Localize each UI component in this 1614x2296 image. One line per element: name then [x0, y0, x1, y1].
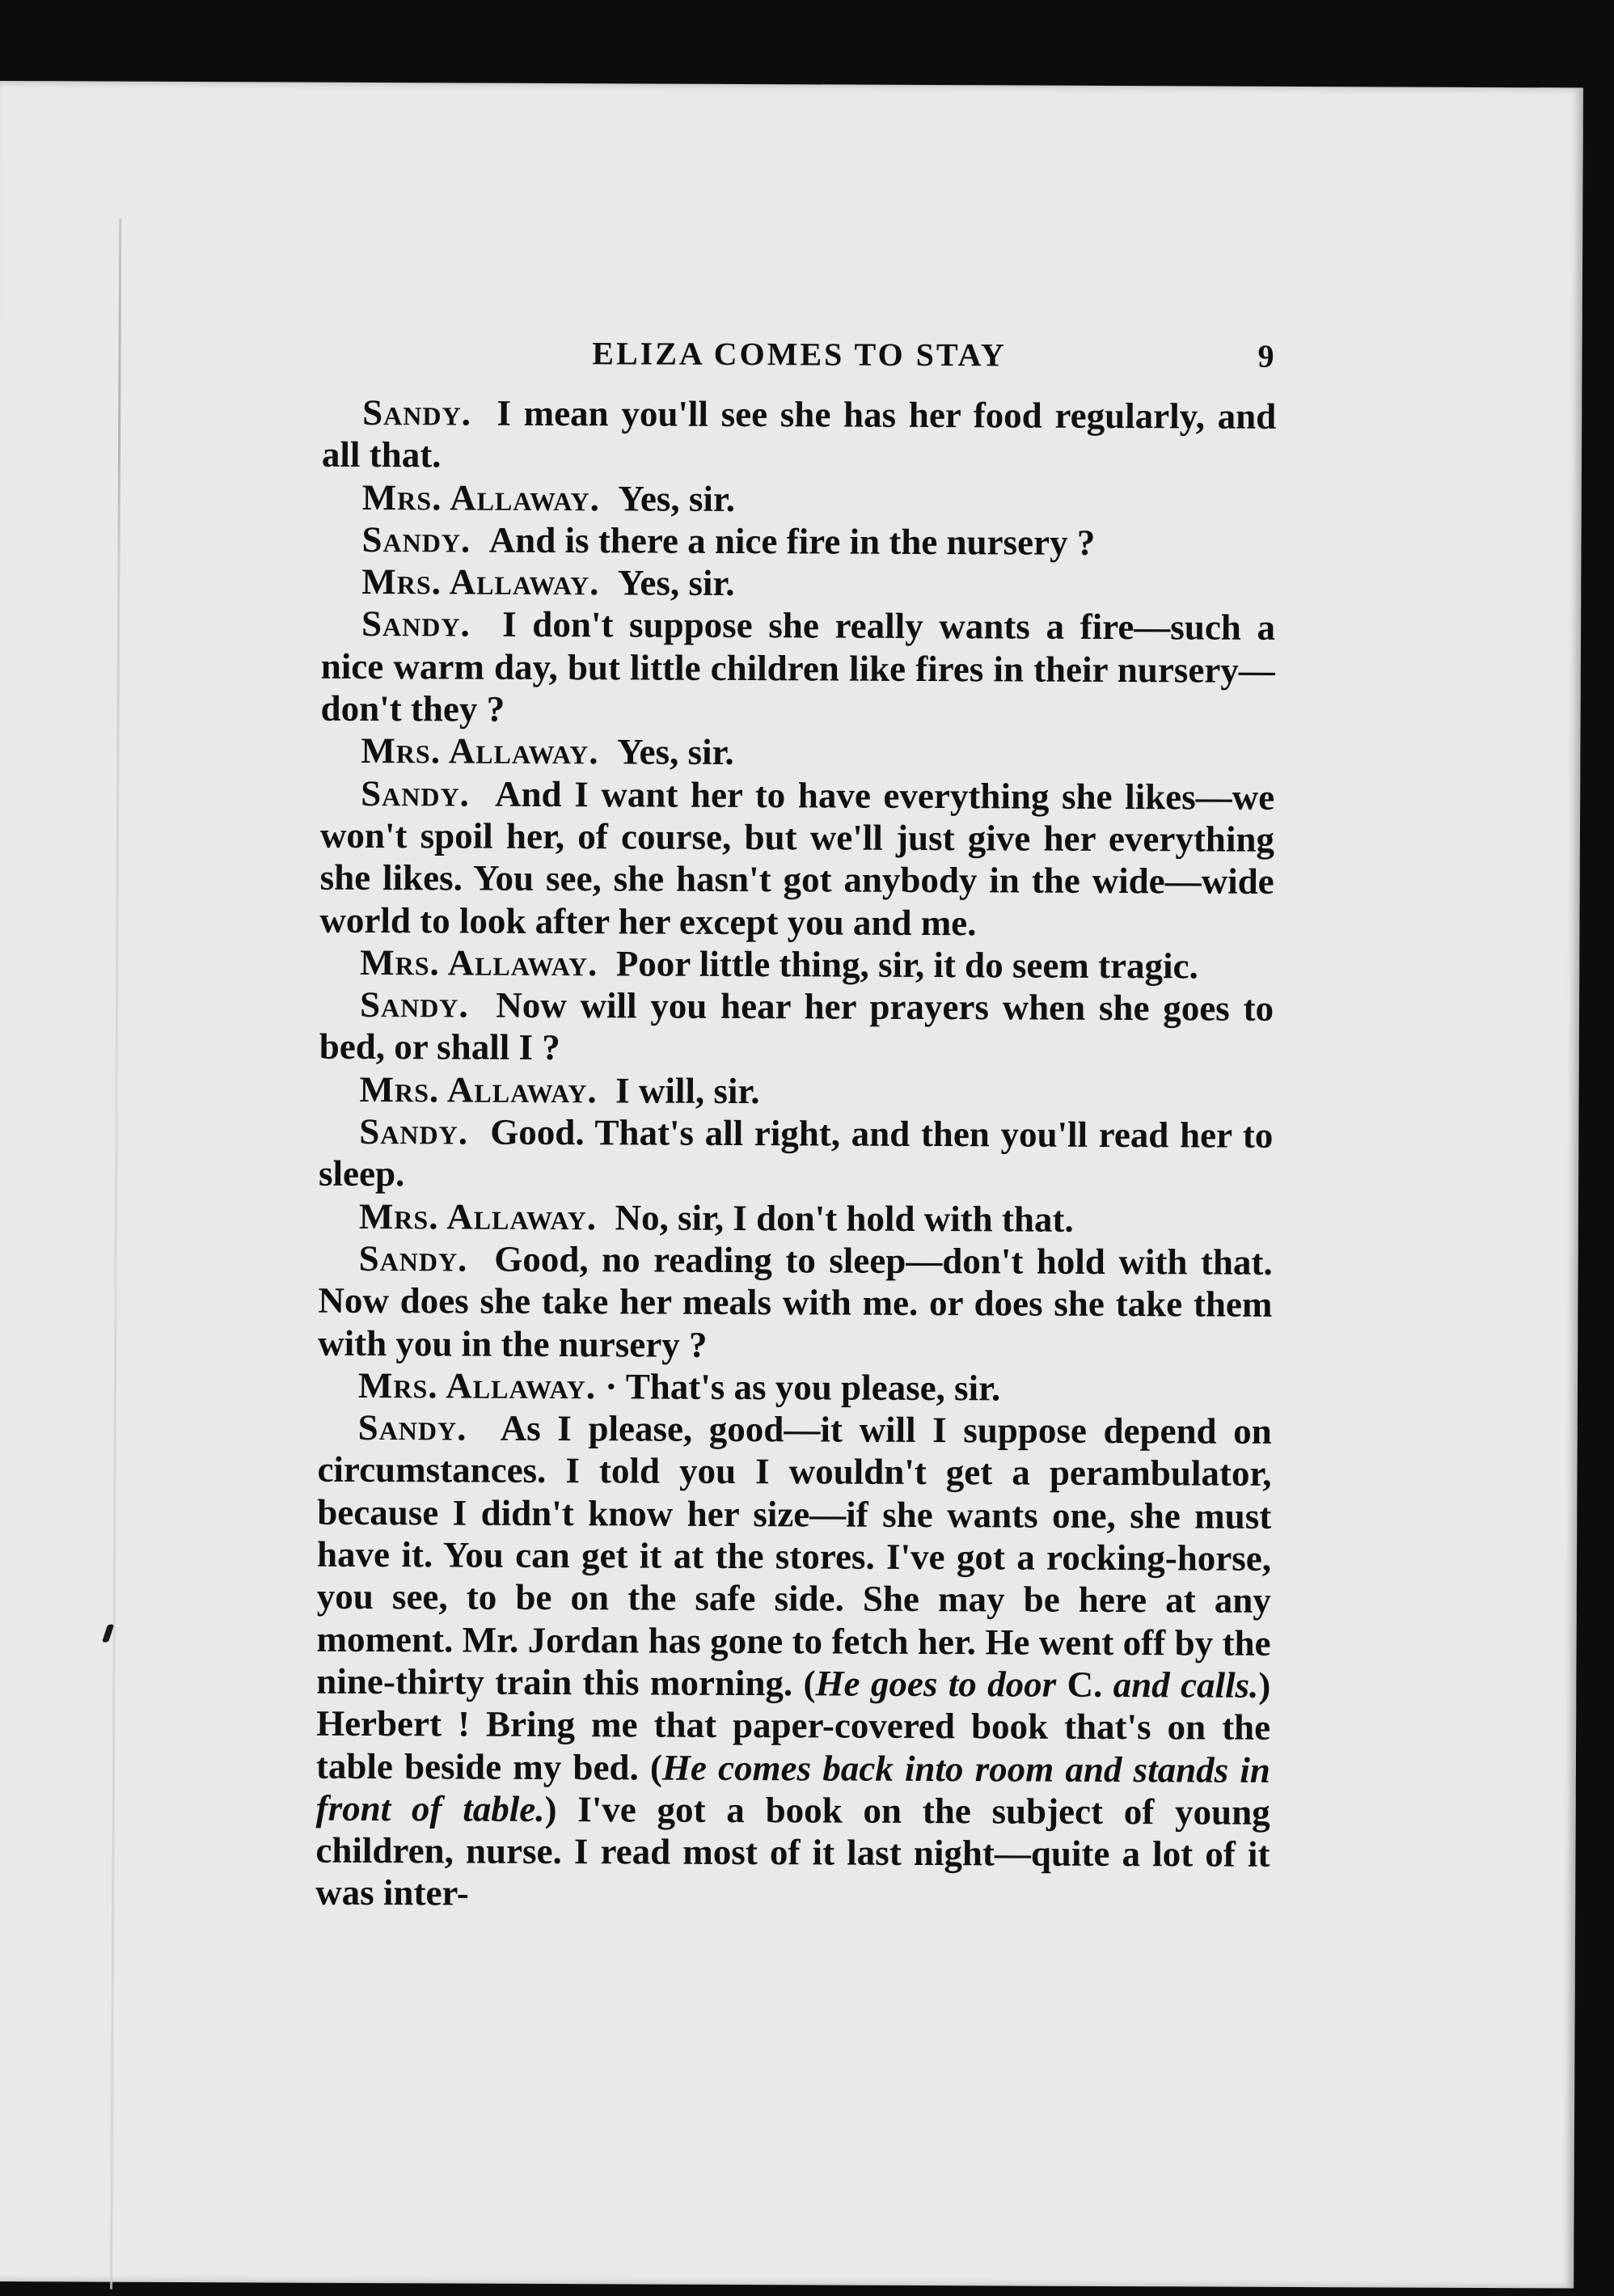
speaker-name: Sandy. — [361, 518, 471, 560]
dialogue-line — [319, 1110, 1273, 1199]
dialogue-line — [322, 476, 1276, 522]
line-text: Yes, sir. — [616, 731, 734, 773]
line-text: Yes, sir. — [618, 477, 736, 519]
speaker-name: Mrs. Allaway. — [357, 1364, 597, 1407]
line-text: And is there a nice fire in the nursery ? — [488, 519, 1096, 563]
line-text: Good. That's all right, and then you'll read her to sleep. — [318, 1111, 1274, 1195]
speaker-name: Sandy. — [361, 603, 471, 645]
speaker-name: Sandy. — [361, 772, 470, 814]
line-text: · That's as you please, sir. — [605, 1366, 1001, 1409]
line-text: Poor little thing, sir, it do seem tragic. — [615, 943, 1198, 987]
line-text: As I please, good—it will I suppose depend on circumstances. I told you I wouldn't get a perambulator, because I didn't know her size—if she wants one, she must have it. You can get it at the stores. I've got a rocking-horse, you see, to be on the safe side. She may be here at any moment. Mr. Jordan has gone to fetch her. He went off by the nine-thirty train this morning. ( — [316, 1407, 1272, 1704]
line-text: I mean you'll see she has her food regularly, and all that. — [321, 392, 1277, 476]
book-page — [0, 81, 1583, 2289]
dialogue-line — [315, 1406, 1272, 1918]
running-header — [322, 333, 1276, 395]
dialogue-line — [319, 772, 1274, 945]
speaker-name: Sandy. — [359, 1110, 469, 1152]
stage-direction: and calls. — [1113, 1664, 1259, 1706]
dialogue-line — [322, 391, 1276, 480]
speaker-name: Sandy. — [362, 391, 472, 433]
dialogue-line — [320, 729, 1274, 776]
line-text: ) I've got a book on the subject of young children, nurse. I read most of it last night—quite a lot of it was inter- — [315, 1788, 1270, 1913]
page-number: 9 — [1257, 337, 1277, 374]
binding-shadow — [110, 219, 121, 2290]
speaker-name: Mrs. Allaway. — [359, 1068, 598, 1110]
dialogue-line — [319, 983, 1274, 1072]
speaker-name: Mrs. Allaway. — [361, 476, 601, 518]
speaker-name: Sandy. — [357, 1407, 467, 1448]
dialogue-line — [321, 603, 1276, 734]
speaker-name: Mrs. Allaway. — [360, 941, 598, 984]
dialogue — [315, 391, 1276, 1918]
line-text: Good, no reading to sleep—don't hold with that. Now does she take her meals with me. or does she take them with you in the nursery ? — [318, 1238, 1273, 1365]
line-text: And I want her to have everything she likes—we won't spoil her, of course, but we'll just give her everything she likes. You see, she hasn't got anybody in the wide—wide world to look after her except you and me. — [319, 773, 1275, 943]
dialogue-line — [319, 1068, 1273, 1114]
speaker-name: Mrs. Allaway. — [358, 1195, 598, 1237]
dialogue-line — [321, 560, 1275, 607]
speaker-name: Sandy. — [359, 984, 469, 1025]
dialogue-line — [319, 1195, 1273, 1241]
running-title: ELIZA COMES TO STAY — [592, 335, 1007, 374]
speaker-name: Mrs. Allaway. — [361, 561, 600, 603]
dialogue-line — [321, 518, 1275, 564]
line-text: No, sir, I don't hold with that. — [615, 1196, 1074, 1240]
dialogue-line — [319, 941, 1274, 987]
dialogue-line — [318, 1364, 1272, 1410]
speaker-name: Mrs. Allaway. — [361, 730, 599, 772]
stage-direction: He comes back into room and stands in front of table. — [315, 1747, 1271, 1829]
line-text: Now will you hear her prayers when she goes to bed, or shall I ? — [319, 984, 1274, 1068]
line-text: I don't suppose she really wants a fire—such a nice warm day, but little children like fires in their nursery—don't they ? — [320, 604, 1276, 729]
text-block — [315, 333, 1277, 1918]
line-text: I will, sir. — [615, 1070, 760, 1111]
line-text: C. — [1056, 1664, 1113, 1705]
dialogue-line — [318, 1237, 1273, 1368]
stage-direction: He goes to door — [815, 1663, 1057, 1705]
speaker-name: Sandy. — [358, 1237, 468, 1279]
line-text: Yes, sir. — [617, 562, 735, 604]
line-text: ) Herbert ! Bring me that paper-covered book that's on the table beside my bed. ( — [315, 1664, 1271, 1788]
